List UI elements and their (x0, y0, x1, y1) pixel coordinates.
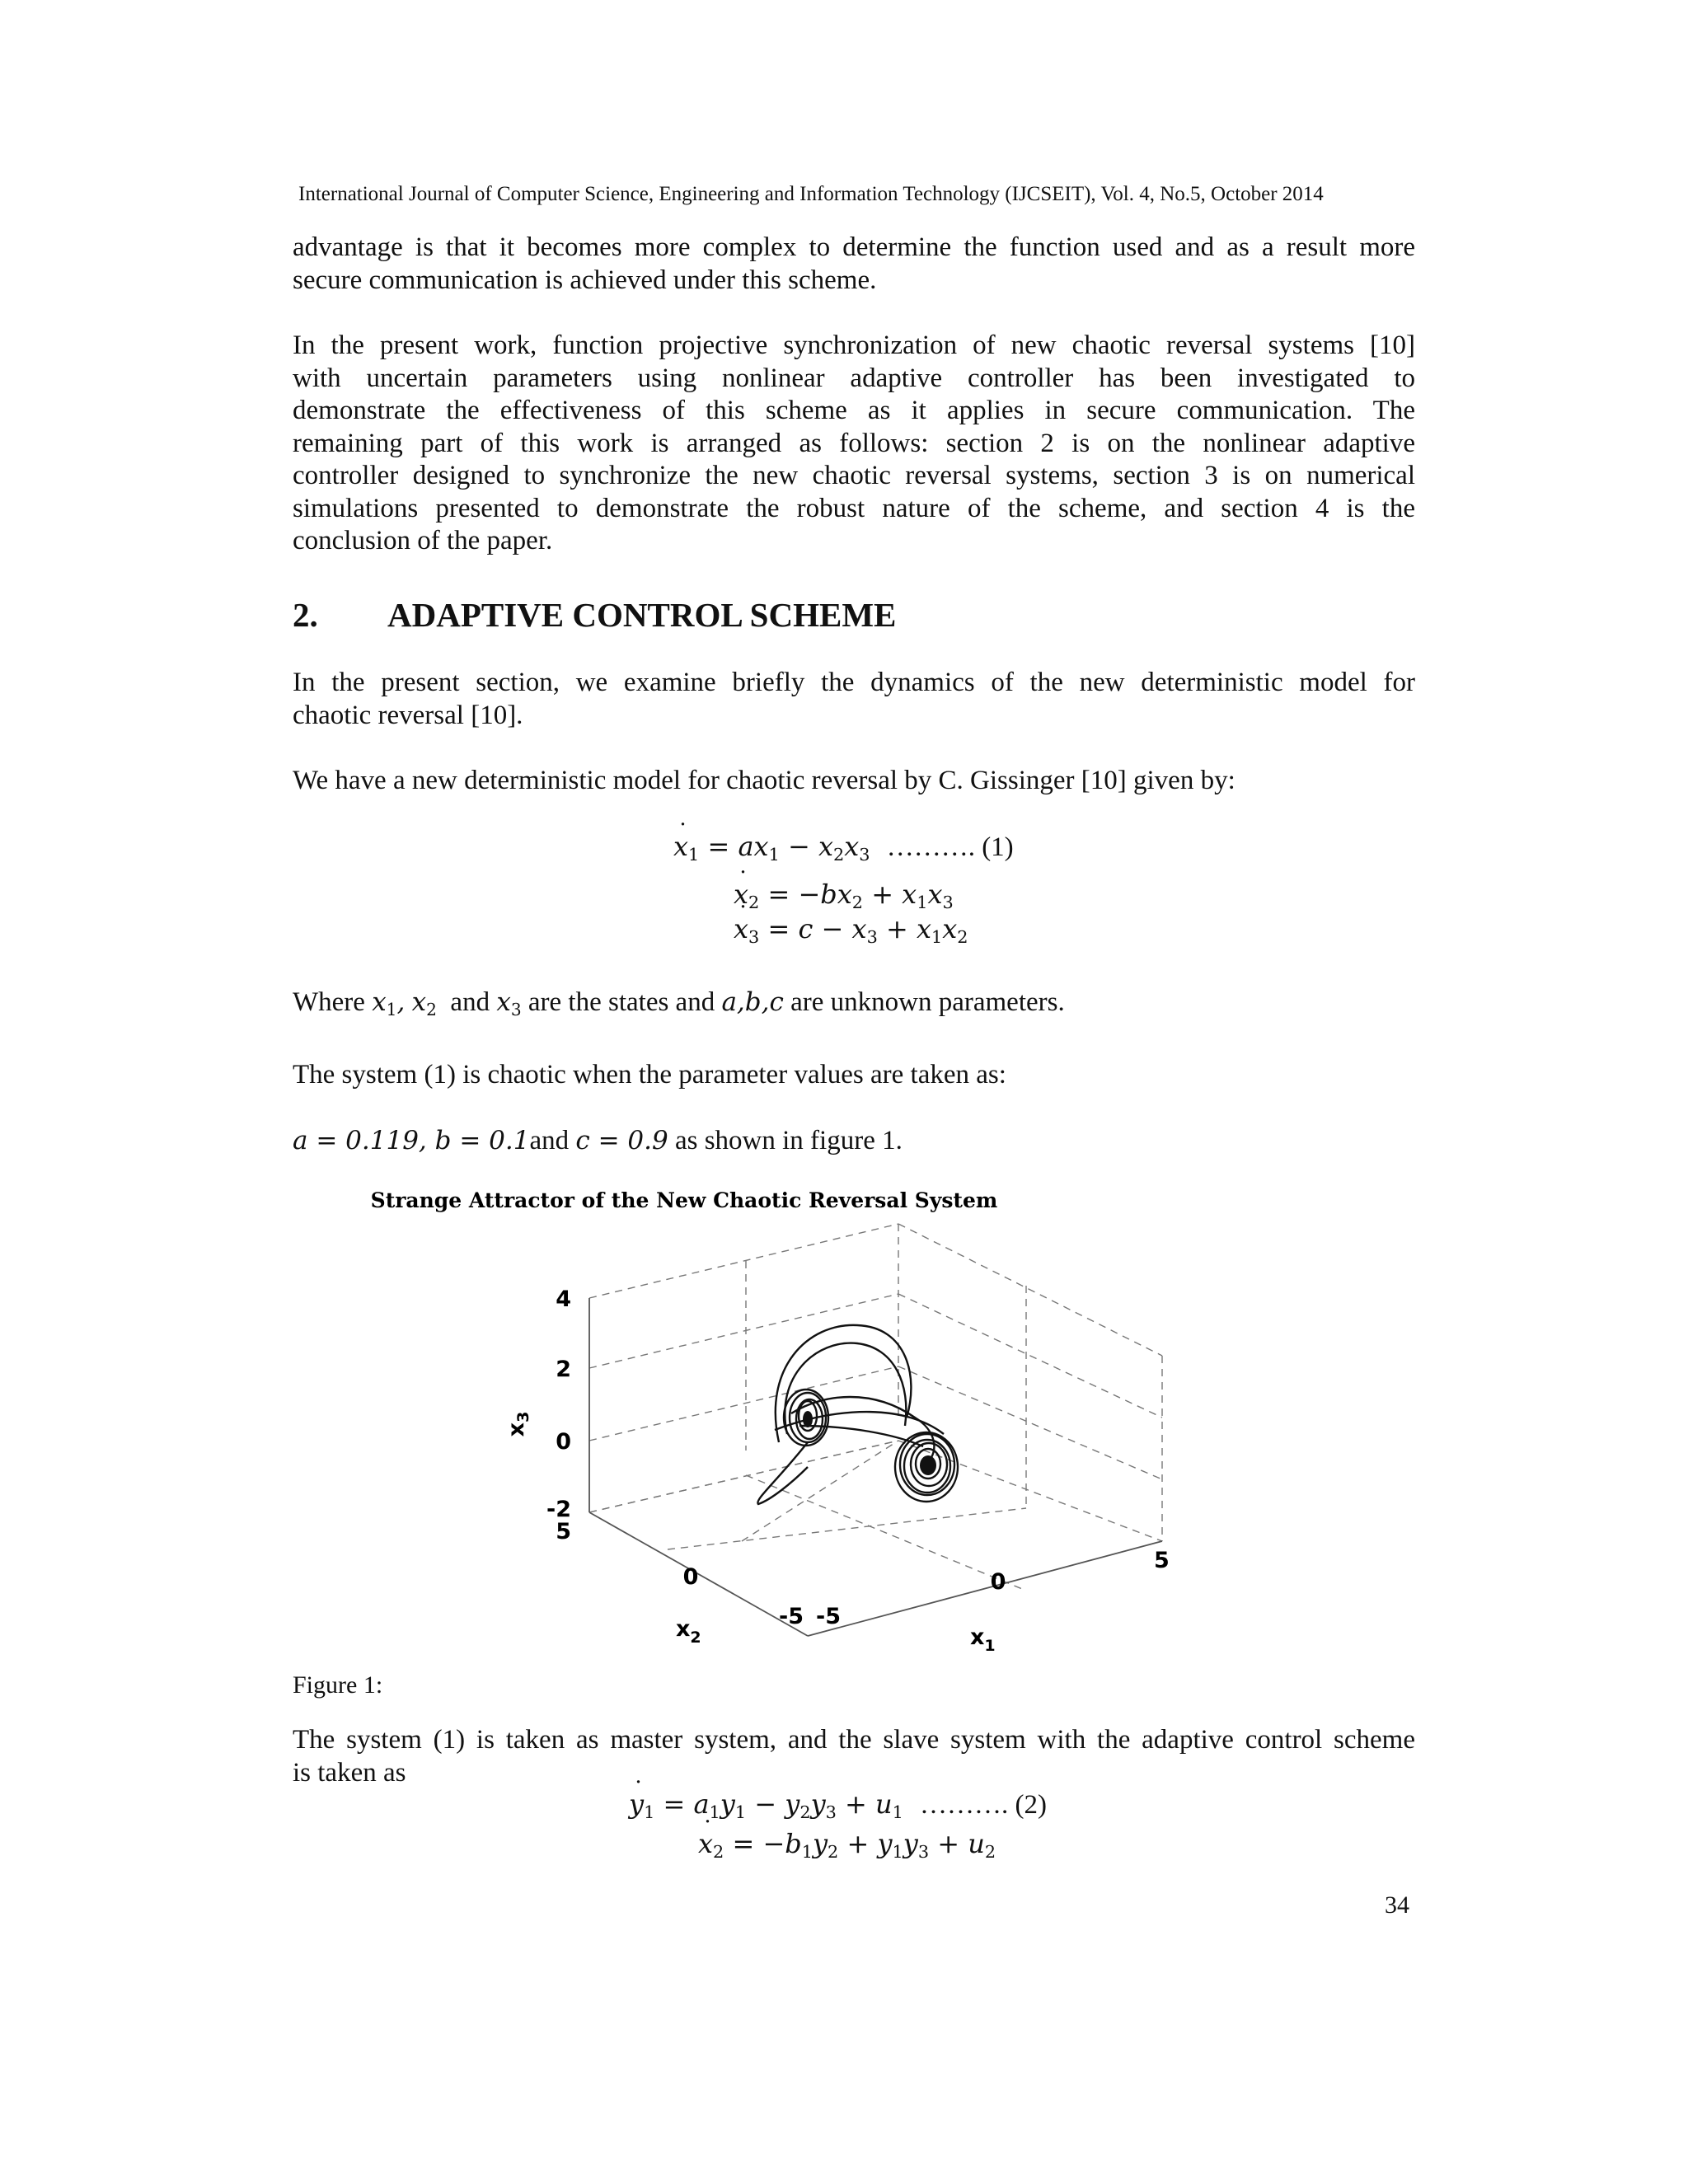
state-x3: $x_3$ (496, 987, 522, 1019)
paragraph-5 (293, 987, 1415, 1027)
paragraph-3 (293, 667, 1415, 732)
paragraph-8 (293, 1724, 1415, 1789)
section-title: ADAPTIVE CONTROL SCHEME (387, 596, 897, 634)
x3-tick-2: 2 (556, 1357, 571, 1382)
paragraph-line: We have a new deterministic model for chaotic reversal by C. Gissinger [10] given by: (293, 766, 1236, 795)
params-abc: a,b,c (721, 987, 784, 1017)
running-header: International Journal of Computer Science, Engineering and Information Technology (IJCSEIT), Vol. 4, No.5, October 2014 (298, 183, 1324, 205)
section-heading (293, 595, 896, 635)
x1-tick-5: 5 (1154, 1548, 1170, 1573)
x1-tick-0: 0 (990, 1569, 1006, 1595)
paragraph-line: secure communication is achieved under this scheme. (293, 265, 877, 295)
paragraph-1 (293, 232, 1415, 297)
attractor-trajectory (757, 1325, 958, 1504)
state-x2: $x_2$ (411, 987, 437, 1019)
paragraph-line: is taken as (293, 1757, 406, 1788)
where-word: Where (293, 987, 365, 1017)
param-values-ab: a = 0.119, b = 0.1 (293, 1126, 530, 1155)
paragraph-2 (293, 330, 1415, 558)
paragraph-line: controller designed to synchronize the new chaotic reversal systems, section 3 is on numerical (293, 461, 1415, 490)
equation-2-line-1: ˙ $y_1 = a_1y_1 - y_2y_3 + u_1$ ………. (2) (629, 1788, 1047, 1822)
equation-1-line-2: ˙ $x_2 = -bx_2 + x_1x_3$ (734, 879, 954, 912)
paragraph-line: The system (1) is taken as master system, and the slave system with the adaptive control scheme (293, 1725, 1415, 1755)
equation-1-tag: ………. (1) (886, 832, 1014, 862)
x3-tick-neg2: -2 (546, 1497, 571, 1522)
paragraph-line: with uncertain parameters using nonlinear adaptive controller has been investigated to (293, 363, 1415, 393)
paragraph-line (293, 987, 1415, 1027)
x3-tick-0: 0 (556, 1429, 571, 1455)
params-text: are unknown parameters. (790, 987, 1065, 1017)
states-text: are the states and (528, 987, 715, 1017)
paragraph-line: chaotic reversal [10]. (293, 700, 523, 730)
x1-axis-label: $x_1$ (970, 1624, 996, 1655)
x3-tick-4: 4 (556, 1286, 571, 1312)
paragraph-line: remaining part of this work is arranged as follows: section 2 is on the nonlinear adaptive (293, 428, 1415, 458)
paragraph-line: demonstrate the effectiveness of this scheme as it applies in secure communication. The (293, 396, 1415, 425)
x3-axis-label: $x_3$ (504, 1411, 532, 1437)
page-number: 34 (1385, 1891, 1409, 1919)
paragraph-line (293, 1125, 1415, 1158)
attractor-3d-plot (313, 1179, 1187, 1665)
figure-reference-text: as shown in figure 1. (674, 1126, 903, 1155)
paragraph-line: advantage is that it becomes more complex to determine the function used and as a result more (293, 232, 1415, 262)
equation-1-line-3: ˙ $x_3 = c - x_3 + x_1x_2$ (734, 913, 968, 947)
paragraph-line: The system (1) is chaotic when the parameter values are taken as: (293, 1060, 1006, 1090)
paragraph-7 (293, 1125, 1415, 1158)
equation-1-line-1: ˙ $x_1 = ax_1 - x_2x_3$ ………. (1) (673, 831, 1014, 865)
and-word: and (450, 987, 490, 1017)
x2-tick-5: 5 (556, 1519, 571, 1544)
plot-grid (589, 1224, 1162, 1591)
param-value-c: c = 0.9 (575, 1126, 668, 1155)
x2-tick-0: 0 (682, 1564, 699, 1590)
paragraph-4 (293, 765, 1415, 798)
x1-tick-neg5: -5 (816, 1604, 841, 1629)
paragraph-line: In the present section, we examine briefly the dynamics of the new deterministic model for (293, 668, 1415, 697)
figure-title: Strange Attractor of the New Chaotic Reversal System (370, 1188, 998, 1212)
paragraph-6 (293, 1059, 1415, 1092)
section-number: 2. (293, 596, 318, 634)
state-x1: $x_1$, (372, 987, 406, 1019)
x2-tick-neg5: -5 (779, 1604, 804, 1629)
equation-2-tag: ………. (2) (920, 1790, 1048, 1820)
and-word: and (529, 1126, 570, 1155)
paragraph-line: conclusion of the paper. (293, 526, 553, 555)
paragraph-line: simulations presented to demonstrate the robust nature of the scheme, and section 4 is the (293, 493, 1415, 523)
figure-1 (313, 1179, 1187, 1665)
x2-axis-label: $x_2$ (676, 1616, 701, 1647)
paragraph-line: In the present work, function projective synchronization of new chaotic reversal systems [10] (293, 330, 1415, 360)
equation-2-line-2: ˙ $x_2 = -b_1y_2 + y_1y_3 + u_2$ (698, 1828, 996, 1862)
figure-caption: Figure 1: (293, 1671, 383, 1699)
